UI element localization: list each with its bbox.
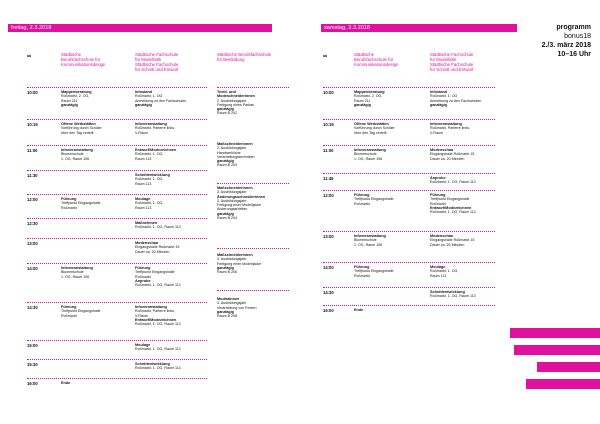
saturday-time: 16:00 [323,308,334,313]
saturday-time: 11:45 [323,176,334,181]
saturday-event [354,90,385,107]
friday-event [135,148,176,161]
saturday-col-b-head [430,52,473,72]
event-detail: Roßmarkt, 1. OG, [430,269,459,274]
saturday-event [430,122,470,135]
friday-time: 10:00 [27,90,38,95]
decorative-bar [510,328,600,338]
event-detail: Raum B 206 [217,270,237,275]
friday-col-c-rule [217,248,289,249]
event-title: Schnittentwicklung [430,290,465,294]
saturday-time: 13:00 [323,234,334,239]
friday-rule [27,170,207,171]
friday-col-a-head-line: Kommunikationsdesign [61,62,106,67]
event-detail: Blumenschule [354,152,377,157]
friday-day-title: freitag, 2.3.2018 [11,25,52,31]
saturday-time: 14:30 [323,290,334,295]
saturday-col-a-head-line: Kommunikationsdesign [354,62,399,67]
event-title: Infoveranstaltung [354,148,386,152]
friday-event [135,241,179,254]
friday-time: 12:00 [27,197,38,202]
event-detail: Fertigung einer Modelljacke [217,261,262,266]
event-detail: über den Tag verteilt [61,130,94,135]
event-title: Änderungsschneiderinnen [217,194,266,199]
event-detail: Roßmarkt, 1. OG [135,94,163,99]
event-detail: Roßmarkt [430,201,446,206]
event-detail: ganztägig [217,309,234,314]
friday-time: 15:00 [27,343,38,348]
event-detail: Verarbeitungstechniken [217,154,255,159]
saturday-event [430,265,458,278]
event-title: Anprobe [135,278,151,283]
friday-time: 15:30 [27,362,38,367]
event-title: Mappenberatung [354,90,385,94]
event-title: Führung [135,266,151,270]
event-title: Infostand [135,90,153,94]
event-detail: Fertigung einer Modelljacke [217,203,262,208]
friday-rule [27,340,207,341]
event-detail: Roßmarkt, Parterre links, [430,126,470,131]
friday-col-a-head-line: Berufsfachschule für [61,57,101,62]
saturday-event [354,193,394,206]
event-detail: Vorführung durch Schüler [354,126,395,131]
event-title: Schnittentwicklung [135,362,170,366]
event-detail: Roßmarkt, 1. OG, Raum 113 [135,283,181,288]
friday-rule [27,218,207,219]
event-title: Infoveranstaltung [61,148,93,152]
friday-event [61,381,70,385]
event-title: Modenschau [430,148,454,152]
event-title: Maßnehmen [135,221,158,225]
friday-event [135,221,181,230]
event-title: Infoveranstaltung [430,122,462,126]
friday-event [217,253,261,274]
event-title: Entwurf/Modezeichnen [135,317,177,322]
event-detail: Blumenschule [61,270,84,275]
event-title: Führung [354,193,370,197]
saturday-rule [323,173,495,174]
event-detail: Blumenschule [354,238,377,243]
friday-col-b-head-line: für Schnitt und Entwurf [135,67,179,72]
event-detail: Raum 211 [61,98,78,103]
saturday-event [430,234,474,247]
friday-event [61,197,101,210]
event-detail: Verarbeitung von Federn [217,305,257,310]
event-detail: Treffpunkt Eingangshalle [430,197,470,202]
saturday-rule [323,231,495,232]
friday-col-b-head-line: Städtische Fachschule [135,52,179,57]
saturday-ab-label: ab [323,54,328,58]
friday-col-b-head [135,52,178,72]
decorative-bar [537,362,600,372]
event-title: Anprobe [430,176,446,180]
event-title: Maßschneiderinnen [217,253,253,257]
event-detail: Raum 113 [135,205,152,210]
friday-col-a-head-line: Städtische [61,52,82,57]
event-detail: über den Tag verteilt [354,130,387,135]
event-detail: Roßmarkt [354,201,370,206]
friday-col-c-rule [217,87,289,88]
program-dates: 2./3. märz 2018 [541,42,591,49]
event-detail: Treffpunkt Eingangshalle [354,197,394,202]
event-detail: 1. OG, Raum 106 [354,242,383,247]
event-detail: Roßmarkt [135,274,151,279]
event-detail: Roßmarkt, 1. OG [430,94,458,99]
saturday-rule [323,287,495,288]
friday-rule [27,145,207,146]
friday-col-c-rule [217,290,289,291]
friday-event [135,305,181,326]
event-title: Führung [430,193,446,197]
friday-event [135,343,181,352]
event-detail: Eingangshalle Roßmarkt 15 [135,245,180,250]
event-detail: 1. OG, Raum 106 [354,156,383,161]
event-title: Offene Werkstätten [61,122,96,126]
event-title: Modenschau [135,241,159,245]
friday-time: 16:00 [27,381,38,386]
event-detail: Raum B 204 [217,215,237,220]
saturday-time: 14:00 [323,265,334,270]
friday-event [135,266,181,287]
event-detail: ganztägig [217,265,234,270]
event-detail: Roßmarkt, 1. OG, Raum 113 [430,294,476,299]
event-detail: Roßmarkt, 2. OG, [354,94,383,99]
event-detail: ganztägig [217,107,234,112]
event-title: Modistinnen [217,297,240,301]
event-detail: Roßmarkt, 1. OG, Raum 113 [135,347,181,352]
event-title: Moulage [135,197,151,201]
friday-event [61,90,92,107]
event-title: Moulage [430,265,446,269]
event-detail: Raum B 203 [217,163,237,168]
decorative-bar [514,345,600,355]
event-detail: Treffpunkt Eingangshalle [61,309,101,314]
friday-col-c-head-line: Städtische Berufsfachschule [217,52,272,57]
saturday-col-a-head [354,52,398,67]
event-title: Infostand [430,90,448,94]
friday-event [135,122,175,135]
event-detail: Roßmarkt [61,313,77,318]
event-detail: Blumenschule [61,152,84,157]
program-title: programm [556,24,591,31]
event-detail: Handwerkliche [217,150,241,155]
event-title: Infoveranstaltung [135,122,167,126]
friday-time: 14:30 [27,305,38,310]
saturday-event [354,265,394,278]
event-detail: Raum B 208 [217,314,237,319]
event-detail: 1. OG, Raum 106 [61,156,90,161]
friday-event [135,362,181,371]
event-detail: Vorführung durch Schüler [61,126,102,131]
event-detail: 3. Ausbildungsjahr [217,199,247,204]
saturday-time: 11:00 [323,148,334,153]
saturday-col-b-head-line: Städtische Fachschule [430,62,474,67]
event-detail: Dauer ca. 20 Minuten [135,249,170,254]
event-detail: V-Raum [135,130,148,135]
event-detail: Anmeldung zu den Fachschulen [135,98,187,103]
saturday-rule [323,145,495,146]
friday-col-c-head [217,52,271,62]
event-title: Ende [61,381,71,385]
friday-col-c-rule [217,183,289,184]
event-detail: Roßmarkt, Parterre links, [135,309,175,314]
event-detail: 1. OG, Raum 106 [61,274,90,279]
saturday-col-b-head-line: Städtische Fachschule [430,52,474,57]
event-detail: 2. Ausbildungsjahr [217,146,247,151]
event-title: Maßschneiderinnen [217,142,253,146]
event-detail: ganztägig [135,102,152,107]
event-detail: Raum 113 [135,156,152,161]
saturday-rule [323,305,495,306]
friday-rule [27,238,207,239]
friday-rule [27,119,207,120]
event-detail: Anmeldung zu den Fachschulen [430,98,482,103]
saturday-event [354,148,386,161]
saturday-day-title: samstag, 3.3.2018 [324,25,371,31]
saturday-rule [323,119,495,120]
event-title: Modenschau [430,234,454,238]
event-title: Entwurf/Modezeichnen [430,205,472,210]
event-title: Mappenberatung [61,90,92,94]
event-detail: Roßmarkt [61,205,77,210]
friday-rule [27,359,207,360]
friday-time: 11:00 [27,148,38,153]
saturday-time: 10:00 [323,90,334,95]
event-detail: 3. Ausbildungsjahr [217,301,247,306]
event-detail: ganztägig [217,211,234,216]
friday-col-b-head-line: Städtische Fachschule [135,62,179,67]
event-detail: Raum B 202 [217,111,237,116]
event-title: Modeschneiderinnen [217,94,255,99]
saturday-event [430,193,476,214]
friday-rule [27,87,207,88]
event-detail: Roßmarkt, Parterre links, [135,126,175,131]
friday-col-a-head [61,52,105,67]
saturday-time: 10:15 [323,122,334,127]
event-title: Schnittentwicklung [135,173,170,177]
event-detail: Änderungsarbeiten [217,207,248,212]
friday-rule [27,194,207,195]
saturday-rule [323,262,495,263]
event-title: Infoveranstaltung [354,234,386,238]
event-title: Infoveranstaltung [61,266,93,270]
saturday-event [354,234,386,247]
saturday-col-b-head-line: für Modellistik [430,57,457,62]
saturday-event [354,308,363,312]
saturday-event [430,148,474,161]
event-detail: Raum 211 [354,98,371,103]
event-detail: Roßmarkt, 1. OG, [135,177,164,182]
event-detail: Treffpunkt Eingangshalle [354,269,394,274]
friday-event [217,297,257,318]
event-title: Offene Werkstätten [354,122,389,126]
friday-time: 11:30 [27,173,38,178]
event-detail: Roßmarkt, 1. OG, Raum 113 [135,366,181,371]
saturday-col-a-head-line: Berufsfachschule für [354,57,394,62]
event-title: Moulage [135,343,151,347]
friday-rule [27,263,207,264]
event-title: Führung [61,305,77,309]
event-detail: 3. Ausbildungsjahr [217,190,247,195]
event-title: Maßschneiderinnen [217,186,253,190]
friday-rule [27,378,207,379]
event-detail: Treffpunkt Eingangshalle [135,270,175,275]
friday-event [135,90,186,107]
saturday-event [354,122,395,135]
saturday-rule [323,87,495,88]
event-detail: Roßmarkt [354,273,370,278]
friday-event [135,197,163,210]
friday-event [61,305,101,318]
event-detail: ganztägig [354,102,371,107]
event-detail: Roßmarkt, 1. OG, [135,152,164,157]
saturday-event [430,90,481,107]
program-hours: 10–16 Uhr [557,51,591,58]
event-detail: Roßmarkt, 1. OG, Raum 113 [430,210,476,215]
event-detail: V-Raum [430,130,443,135]
event-detail: 3. Ausbildungsjahr [217,257,247,262]
friday-event [217,186,265,220]
friday-rule [27,302,207,303]
event-title: Führung [61,197,77,201]
friday-event [61,266,93,279]
event-title: Entwurf/Modezeichnen [135,148,177,152]
event-title: Ende [354,308,364,312]
event-detail: Dauer ca. 20 Minuten [430,156,465,161]
event-detail: ganztägig [61,102,78,107]
friday-col-c-head-line: für Bekleidung [217,57,245,62]
event-detail: Roßmarkt, 1. OG, Raum 113 [430,180,476,185]
friday-time: 10:15 [27,122,38,127]
saturday-col-a-head-line: Städtische [354,52,375,57]
event-detail: Treffpunkt Eingangshalle [61,201,101,206]
friday-ab-label: ab [27,54,32,58]
event-detail: Raum 113 [135,181,152,186]
saturday-event [430,176,476,185]
event-detail: Dauer ca. 20 Minuten [430,242,465,247]
saturday-col-b-head-line: für Schnitt und Entwurf [430,67,474,72]
saturday-time: 12:00 [323,193,334,198]
friday-event [217,142,255,167]
event-detail: ganztägig [430,102,447,107]
event-detail: Raum 113 [430,273,447,278]
saturday-rule [323,190,495,191]
event-detail: Eingangshalle Roßmarkt 15 [430,152,475,157]
friday-event [61,122,102,135]
event-title: Infoveranstaltung [135,305,167,309]
saturday-event [430,290,476,299]
friday-col-b-head-line: für Modellistik [135,57,162,62]
saturday-day-band [321,24,517,32]
decorative-bar [526,379,600,389]
friday-time: 13:00 [27,241,38,246]
event-detail: ganztägig [217,159,234,164]
event-detail: Roßmarkt, 1. OG, Raum 113 [135,322,181,327]
friday-event [61,148,93,161]
event-detail: Roßmarkt, 1. OG, [135,201,164,206]
friday-day-band [8,24,272,32]
friday-event [135,173,170,186]
event-title: Führung [354,265,370,269]
friday-event [217,90,255,116]
event-title: Textil- und [217,90,236,94]
event-detail: Fertigung eines Parkas [217,103,254,108]
event-detail: 2. Ausbildungsjahr [217,98,247,103]
event-detail: Roßmarkt, 2. OG, [61,94,90,99]
event-detail: V-Raum [135,313,148,318]
event-detail: Roßmarkt, 1. OG, Raum 113 [135,225,181,230]
friday-time: 14:00 [27,266,38,271]
event-detail: Eingangshalle Roßmarkt 15 [430,238,475,243]
program-subtitle: bonus18 [564,33,591,40]
friday-time: 12:30 [27,221,38,226]
